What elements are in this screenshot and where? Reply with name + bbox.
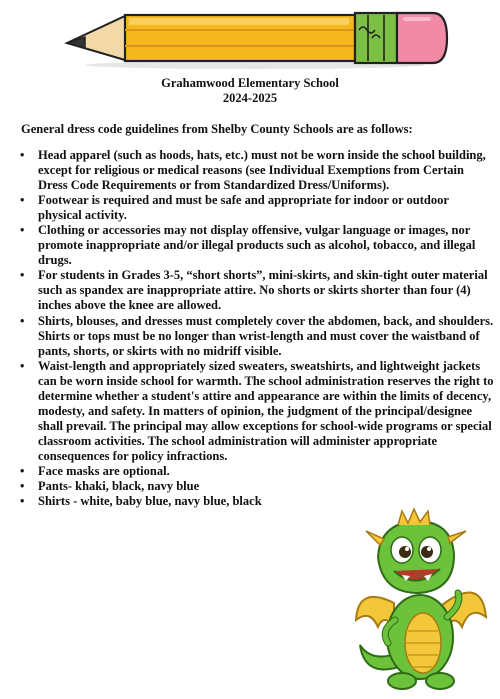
list-item: • Waist-length and appropriately sized sweaters, sweatshirts, and lightweight jackets can be worn inside school for warmth. The school administration reserves the right to determine whether a student's attire and appearance are within the limits of decency, modesty, and safety. In matters of opinion, the judgment of the principal/designee shall prevail. The principal may allow exceptions for school-wide programs or special classroom activities. The school administration will administer appropriate consequences for policy infractions. (0, 359, 495, 464)
intro-text: General dress code guidelines from Shelby County Schools are as follows: (21, 122, 413, 136)
list-item: • Pants- khaki, black, navy blue (0, 479, 495, 494)
list-item: • Shirts - white, baby blue, navy blue, black (0, 494, 495, 509)
dragon-mascot-image (350, 505, 490, 695)
school-year: 2024-2025 (222, 91, 278, 105)
list-item: • Clothing or accessories may not display offensive, vulgar language or images, nor promote inappropriate and/or illegal products such as alcohol, tobacco, and illegal drugs. (0, 223, 495, 268)
list-item: • Face masks are optional. (0, 464, 495, 479)
school-name: Grahamwood Elementary School (161, 76, 339, 90)
list-item: • Footwear is required and must be safe and appropriate for indoor or outdoor physical activity. (0, 193, 495, 223)
dress-code-list (0, 148, 495, 509)
list-item: • Head apparel (such as hoods, hats, etc.) must not be worn inside the school building, except for religious or medical reasons (see Individual Exemptions from Certain Dress Code Requirements or from Standardized Dress/Uniforms). (0, 148, 495, 193)
pencil-illustration (55, 10, 450, 70)
document-header (0, 76, 500, 106)
list-item: • Shirts, blouses, and dresses must completely cover the abdomen, back, and shoulders. Shirts or tops must be no longer than wrist-length and must cover the waistband of pants, shorts, or skirts with no midriff visible. (0, 314, 495, 359)
list-item: • For students in Grades 3-5, “short shorts”, mini-skirts, and skin-tight outer material such as spandex are inappropriate attire. No shorts or skirts shorter than four (4) inches above the knee are allowed. (0, 268, 495, 313)
